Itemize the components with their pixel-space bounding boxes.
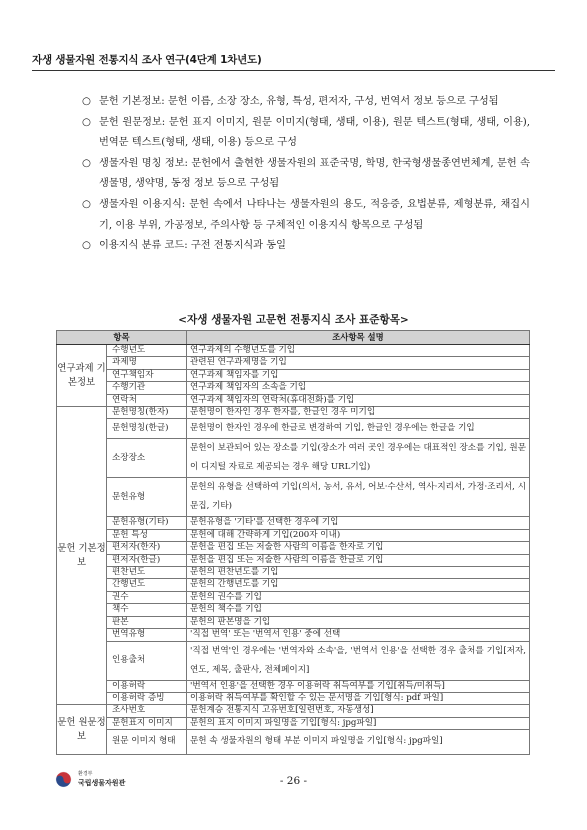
table-row bbox=[57, 591, 530, 603]
item-name: 간행년도 bbox=[107, 579, 187, 591]
item-description: 연구과제 책임자를 기입 bbox=[187, 369, 530, 381]
table-row bbox=[57, 616, 530, 628]
item-description: 이용허락 취득여부를 확인할 수 있는 문서명을 기입[형식: pdf 파일] bbox=[187, 692, 530, 704]
table-row bbox=[57, 407, 530, 419]
item-name: 번역유형 bbox=[107, 629, 187, 641]
item-name: 권수 bbox=[107, 591, 187, 603]
table-row bbox=[57, 680, 530, 692]
item-description: 문헌유형을 '기타'를 선택한 경우에 기입 bbox=[187, 517, 530, 529]
item-description: 문헌의 판본명을 기입 bbox=[187, 616, 530, 628]
item-name: 수행기관 bbox=[107, 382, 187, 394]
item-description: 관련된 연구과제명을 기입 bbox=[187, 357, 530, 369]
running-header-title: 자생 생물자원 전통지식 조사 연구(4단계 1차년도) bbox=[32, 54, 262, 66]
item-description: 연구과제 책임자의 연락처(휴대전화)를 기입 bbox=[187, 394, 530, 406]
item-description: 문헌명이 한자인 경우 한자를, 한글인 경우 미기입 bbox=[187, 407, 530, 419]
item-description: 문헌 속 생물자원의 형태 부분 이미지 파일명을 기입[형식: jpg파일] bbox=[187, 730, 530, 755]
item-name: 문헌유형 bbox=[107, 478, 187, 517]
table-row bbox=[57, 554, 530, 566]
item-description: 문헌을 편집 또는 저술한 사람의 이름을 한자로 기입 bbox=[187, 542, 530, 554]
item-description: 문헌의 간행년도를 기입 bbox=[187, 579, 530, 591]
item-name: 문헌명칭(한글) bbox=[107, 419, 187, 439]
table-row bbox=[57, 705, 530, 717]
item-description: 문헌을 편집 또는 저술한 사람의 이름을 한글로 기입 bbox=[187, 554, 530, 566]
item-name: 이용허락 bbox=[107, 680, 187, 692]
item-description: 문헌이 보관되어 있는 장소를 기입(장소가 여러 곳인 경우에는 대표적인 장소를 기입, 원문이 디지털 자료로 제공되는 경우 해당 URL기입) bbox=[187, 439, 530, 478]
item-name: 조사번호 bbox=[107, 705, 187, 717]
table-row bbox=[57, 629, 530, 641]
item-name: 문헌 특성 bbox=[107, 529, 187, 541]
header-divider bbox=[32, 70, 555, 71]
table-row bbox=[57, 419, 530, 439]
table-row bbox=[57, 692, 530, 704]
item-name: 수행년도 bbox=[107, 345, 187, 357]
bullet-text: 생물자원 명칭 정보: 문헌에서 출현한 생물자원의 표준국명, 학명, 한국형생물종연번체계, 문헌 속 생물명, 생약명, 동정 정보 등으로 구성됨 bbox=[99, 157, 530, 190]
table-row bbox=[57, 567, 530, 579]
ministry-name: 환경부 bbox=[78, 771, 93, 777]
table-row bbox=[57, 542, 530, 554]
bullet-item bbox=[82, 92, 530, 113]
bullet-item bbox=[82, 236, 530, 257]
item-name: 연락처 bbox=[107, 394, 187, 406]
item-name: 이용허락 증빙 bbox=[107, 692, 187, 704]
circle-bullet-icon: ○ bbox=[82, 198, 91, 210]
table-row bbox=[57, 730, 530, 755]
item-name: 연구책임자 bbox=[107, 369, 187, 381]
header-description: 조사항목 설명 bbox=[187, 331, 530, 345]
item-description: 문헌의 책수를 기입 bbox=[187, 604, 530, 616]
item-description: 문헌명이 한자인 경우에 한글로 변경하여 기입, 한글인 경우에는 한글을 기입 bbox=[187, 419, 530, 439]
item-name: 책수 bbox=[107, 604, 187, 616]
table-row bbox=[57, 517, 530, 529]
item-name: 판본 bbox=[107, 616, 187, 628]
circle-bullet-icon: ○ bbox=[82, 116, 91, 128]
item-description: 문헌계승 전통지식 고유번호[일련번호, 자동생성] bbox=[187, 705, 530, 717]
group-label: 문헌 기본정보 bbox=[57, 407, 107, 705]
item-description: 문헌에 대해 간략하게 기입(200자 이내) bbox=[187, 529, 530, 541]
item-description: 문헌의 편찬년도를 기입 bbox=[187, 567, 530, 579]
item-name: 원문 이미지 형태 bbox=[107, 730, 187, 755]
item-name: 문헌명칭(한자) bbox=[107, 407, 187, 419]
bullet-text: 문헌 기본정보: 문헌 이름, 소장 장소, 유형, 특성, 편저자, 구성, 번역서 정보 등으로 구성됨 bbox=[99, 96, 499, 107]
item-description: 문헌의 유형을 선택하여 기입(의서, 농서, 유서, 어보·수산서, 역사·지리서, 가정·조리서, 시문집, 기타) bbox=[187, 478, 530, 517]
group-label: 연구과제 기본정보 bbox=[57, 345, 107, 407]
item-name: 인용출처 bbox=[107, 641, 187, 680]
bullet-list bbox=[82, 92, 530, 257]
table-caption: <자생 생물자원 고문헌 전통지식 조사 표준항목> bbox=[178, 314, 409, 326]
table-row bbox=[57, 478, 530, 517]
item-description: '직접 번역' 또는 '번역서 인용' 중에 선택 bbox=[187, 629, 530, 641]
header-item: 항목 bbox=[57, 331, 187, 345]
item-name: 소장장소 bbox=[107, 439, 187, 478]
circle-bullet-icon: ○ bbox=[82, 96, 91, 107]
bullet-item bbox=[82, 195, 530, 236]
item-name: 편저자(한자) bbox=[107, 542, 187, 554]
table-row bbox=[57, 604, 530, 616]
item-description: 문헌의 권수를 기입 bbox=[187, 591, 530, 603]
table-row bbox=[57, 382, 530, 394]
table-row bbox=[57, 717, 530, 729]
table-row bbox=[57, 439, 530, 478]
group-label: 문헌 원문정보 bbox=[57, 705, 107, 755]
bullet-text: 이용지식 분류 코드: 구전 전통지식과 동일 bbox=[99, 240, 286, 252]
table-row bbox=[57, 579, 530, 591]
table-header-row bbox=[57, 331, 530, 345]
bullet-item bbox=[82, 113, 530, 154]
item-description: 연구과제의 수행년도를 기입 bbox=[187, 345, 530, 357]
bullet-text: 문헌 원문정보: 문헌 표지 이미지, 원문 이미지(형태, 생태, 이용), 원문 텍스트(형태, 생태, 이용), 번역문 텍스트(형태, 생태, 이용) 등으로 구성 bbox=[99, 116, 530, 149]
table-row bbox=[57, 369, 530, 381]
table-row bbox=[57, 529, 530, 541]
bullet-item bbox=[82, 154, 530, 195]
organization-name: 국립생물자원관 bbox=[78, 779, 126, 787]
page-number: - 26 - bbox=[279, 775, 308, 787]
item-name: 편저자(한글) bbox=[107, 554, 187, 566]
item-description: 문헌의 표지 이미지 파일명을 기입[형식: jpg파일] bbox=[187, 717, 530, 729]
item-description: '번역서 인용'을 선택한 경우 이용허락 취득여부를 기입[취득/미취득] bbox=[187, 680, 530, 692]
item-description: 연구과제 책임자의 소속을 기입 bbox=[187, 382, 530, 394]
bullet-text: 생물자원 이용지식: 문헌 속에서 나타나는 생물자원의 용도, 적응증, 요법분류, 제형분류, 채집시기, 이용 부위, 가공정보, 주의사항 등 구체적인 이용지식 항목으로 구성됨 bbox=[99, 198, 530, 231]
table-row bbox=[57, 345, 530, 357]
item-description: '직접 번역'인 경우에는 '번역자와 소속'을, '번역서 인용'을 선택한 경우 출처를 기입[저자, 연도, 제목, 출판사, 전체페이지] bbox=[187, 641, 530, 680]
circle-bullet-icon: ○ bbox=[82, 240, 91, 252]
item-name: 편찬년도 bbox=[107, 567, 187, 579]
table-row bbox=[57, 357, 530, 369]
table-row bbox=[57, 641, 530, 680]
item-name: 과제명 bbox=[107, 357, 187, 369]
item-name: 문헌표지 이미지 bbox=[107, 717, 187, 729]
circle-bullet-icon: ○ bbox=[82, 157, 91, 169]
standard-items-table bbox=[56, 330, 530, 755]
table-row bbox=[57, 394, 530, 406]
item-name: 문헌유형(기타) bbox=[107, 517, 187, 529]
